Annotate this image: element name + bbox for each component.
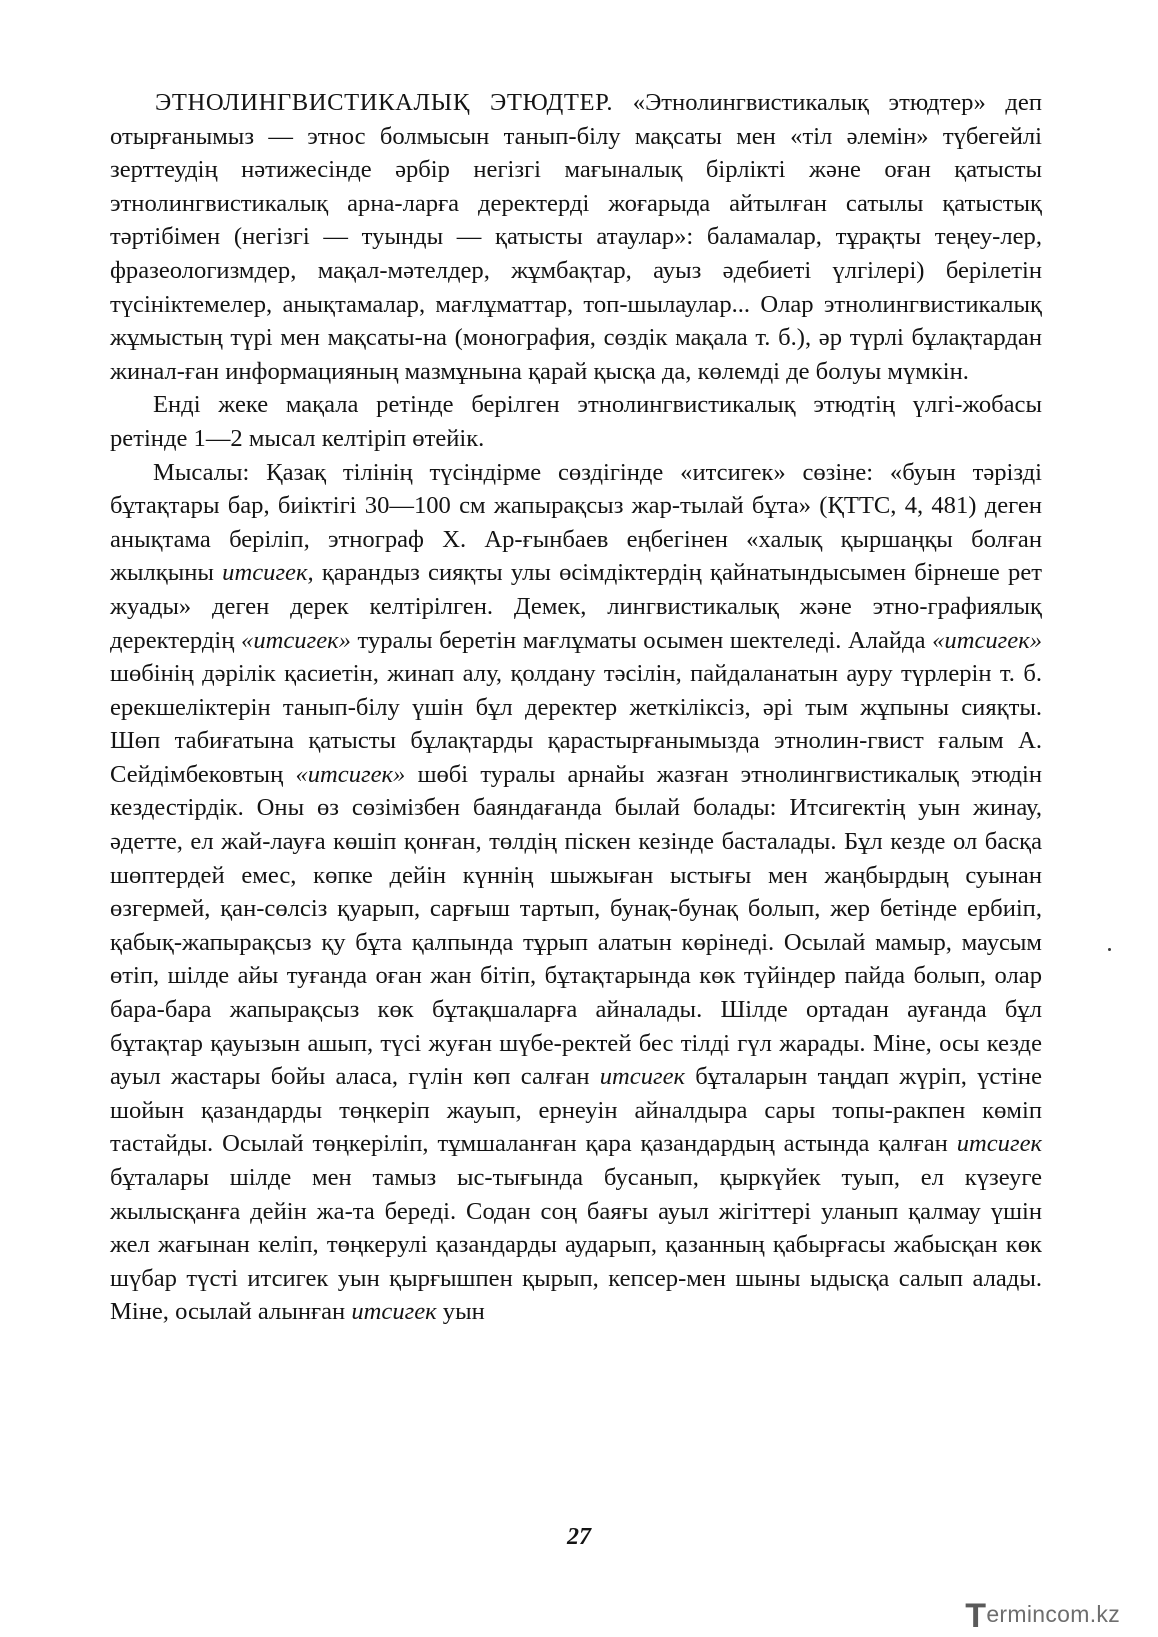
paragraph-examples-intro: Енді жеке мақала ретінде берілген этнолингвистикалық этюдтің үлгі-жобасы ретінде 1—2 мысал келтіріп өтейік. bbox=[110, 391, 1042, 452]
text-run: бұталарын таңдап жүріп, үстіне шойын қазандарды төңкеріп жауып, ернеуін айналдыра сары топы-ракпен көміп тастайды. Осылай төңкеріліп, тұмшаланған қара қазандардың астында қалған bbox=[110, 1063, 1042, 1158]
text-run: туралы беретін мағлұматы осымен шектеледі. Алайда bbox=[357, 626, 926, 654]
margin-speck bbox=[1108, 948, 1111, 951]
text-run: қарандыз сияқты улы өсімдіктердің қайнатындысымен бірнеше рет жуады» деген дерек келтірілген. Демек, лингвистикалық және этно-графиялық деректердің bbox=[110, 559, 1042, 654]
watermark-logo bbox=[965, 1597, 1120, 1636]
paragraph-intro bbox=[110, 86, 1042, 388]
page-number: 27 bbox=[567, 1524, 591, 1550]
italic-term: итсигек bbox=[599, 1063, 686, 1091]
italic-term: «итсигек» bbox=[295, 760, 406, 788]
text-run: уын bbox=[442, 1298, 485, 1326]
paragraph-itsigek-example bbox=[110, 456, 1042, 1329]
paragraph-intro-text: «Этнолингвистикалық этюдтер» деп отырғанымыз — этнос болмысын танып-білу мақсаты мен «тіл әлемін» түбегейлі зерттеудің нәтижесінде әрбір негізгі мағыналық бірлікті және оған қатысты этнолингвистикалық арна-ларға деректерді жоғарыда айтылған сатылы қатыстық тәртібімен (негізгі — туынды — қатысты атаулар»: баламалар, тұрақты теңеу-лер, фразеологизмдер, мақал-мәтелдер, жұмбақтар, ауыз әдебиеті үлгілері) берілетін түсініктемелер, анықтамалар, мағлұматтар, топ-шылаулар... Олар этнолингвистикалық жұмыстың түрі мен мақсаты-на (монография, сөздік мақала т. б.), әр түрлі бұлақтардан жинал-ған информацияның мазмұнына қарай қысқа да, көлемді де болуы мүмкін. bbox=[110, 89, 1042, 385]
text-run: шөбі туралы арнайы жазған этнолингвистикалық этюдін кездестірдік. Оны өз сөзімізбен баяндағанда былай болады: Итсигектің уын жинау, әдетте, ел жай-лауға көшіп қонған, төлдің піскен кезінде басталады. Бұл кезде ол басқа шөптердей емес, көпке дейін күннің шыжыған ыстығы мен жаңбырдың суынан өзгермей, қан-сөлсіз қуарып, сарғыш тартып, бунақ-бунақ болып, жер бетінде ербиіп, қабық-жапырақсыз қу бұта қалпында тұрып алатын көрінеді. Осылай мамыр, маусым өтіп, шілде айы туғанда оған жан бітіп, бұтақтарында көк түйіндер пайда болып, олар бара-бара жапырақсыз көк бұтақшаларға айналады. Шілде ортадан ауғанда бұл бұтақтар қауызын ашып, түсі жуған шүбе-ректей бес тілді гүл жарады. Міне, осы кезде ауыл жастары бойы аласа, гүлін көп салған bbox=[110, 760, 1043, 1091]
italic-term: «итсигек» bbox=[241, 626, 351, 654]
watermark-text: ermincom.kz bbox=[986, 1601, 1120, 1627]
italic-term: «итсигек» bbox=[932, 626, 1042, 654]
text-run: Мысалы: Қазақ тілінің түсіндірме сөздігінде «итсигек» сөзіне: «буын тәрізді бұтақтары бар, биіктігі 30—100 см жапырақсыз жар-тылай бұта» (ҚТТС, 4, 481) деген анықтама беріліп, этнограф Х. Ар-ғынбаев еңбегінен «халық қыршаңқы болған жылқыны bbox=[110, 458, 1042, 587]
text-run: шөбінің дәрілік қасиетін, жинап алу, қолдану тәсілін, пайдаланатын ауру түрлерін т. б. ерекшеліктерін танып-білу үшін бұл деректер жеткіліксіз, әрі тым жұпыны сияқты. Шөп табиғатына қатысты бұлақтарды қарастырғанымызда этнолин-гвист ғалым А. Сейдімбековтың bbox=[110, 660, 1042, 788]
italic-term: итсигек bbox=[956, 1130, 1042, 1158]
page-body bbox=[110, 86, 1042, 1329]
section-heading: ЭТНОЛИНГВИСТИКАЛЫҚ ЭТЮДТЕР. bbox=[155, 89, 614, 116]
italic-term: итсигек, bbox=[222, 559, 314, 587]
italic-term: итсигек bbox=[351, 1298, 437, 1326]
watermark-initial: T bbox=[965, 1597, 987, 1635]
text-run: бұталары шілде мен тамыз ыс-тығында бусанып, қыркүйек туып, ел күзеуге жылысқанға дейін жа-та береді. Содан соң баяғы ауыл жігіттері уланып қалмау үшін жел жағынан келіп, төңкерулі қазандарды аударып, қазанның қабырғасы жабысқан көк шүбар түсті итсигек уын қырғышпен қырып, кепсер-мен шыны ыдысқа салып алады. Міне, осылай алынған bbox=[110, 1164, 1042, 1326]
